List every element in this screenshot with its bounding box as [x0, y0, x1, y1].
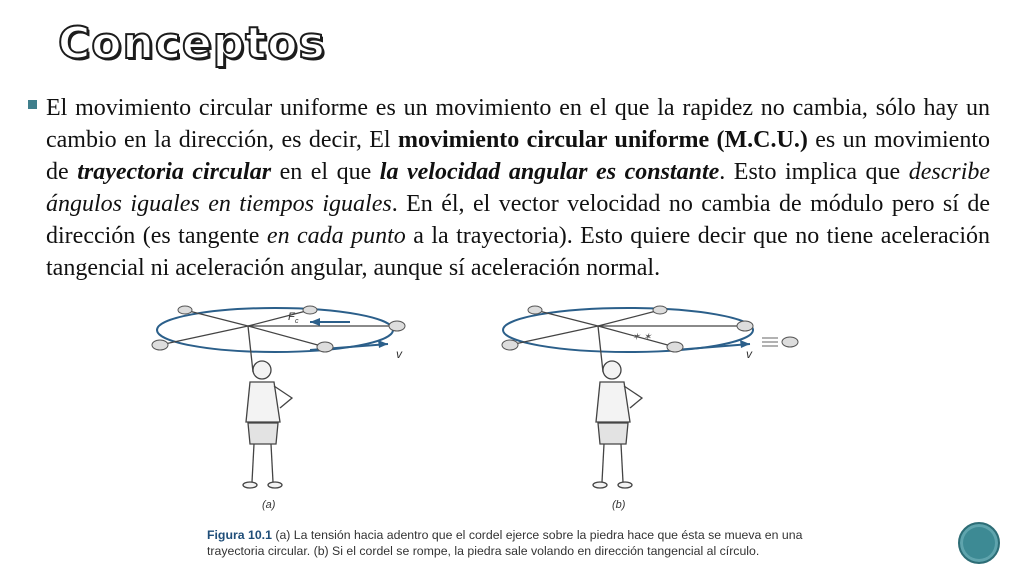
- panel-a: [152, 306, 405, 511]
- velocity-label-b: v: [746, 347, 752, 361]
- stone: [737, 321, 753, 331]
- stone: [667, 342, 683, 352]
- text-run-italic: describe ángulos iguales en tiempos iguales: [46, 159, 991, 217]
- text-run-bold-italic: trayectoria circular: [77, 159, 272, 185]
- slide-title: Conceptos: [58, 18, 326, 69]
- text-run: en el que: [271, 159, 380, 185]
- circular-motion-diagram: [150, 282, 830, 517]
- stone: [502, 340, 518, 350]
- bullet-square-icon: [28, 100, 37, 109]
- text-run-bold-italic: la velocidad angular es constante: [379, 159, 720, 185]
- force-label: F: [288, 311, 295, 323]
- velocity-label-a: v: [396, 347, 402, 361]
- stone: [528, 306, 542, 314]
- svg-text:✶ ✶: ✶ ✶: [632, 332, 652, 343]
- person-figure-a: [243, 326, 292, 488]
- stone: [303, 306, 317, 314]
- text-run: a la trayectoria). Esto quiere decir que no tiene aceleración tangencial ni aceleración angular, aunque sí aceleración normal.: [46, 223, 990, 281]
- text-run-bold: movimiento circular uniforme (M.C.U.): [397, 127, 808, 153]
- caption-label: Figura 10.1: [207, 528, 272, 542]
- stone: [389, 321, 405, 331]
- panel-a-label: (a): [262, 499, 276, 511]
- text-run: El movimiento circular uniforme es un movimiento en el que la rapidez no cambia, sólo hay un cambio en la dirección, es decir, El: [46, 95, 990, 153]
- force-subscript: c: [295, 318, 299, 325]
- slide-number-badge: [958, 522, 1000, 564]
- figure-illustration: [150, 282, 830, 517]
- caption-text: (a) La tensión hacia adentro que el cordel ejerce sobre la piedra hace que ésta se mueva en una trayectoria circular. (b) Si el cordel se rompe, la piedra sale volando en dirección tangencial al círculo.: [207, 528, 803, 558]
- text-run: . Esto implica que: [719, 159, 909, 185]
- stone: [178, 306, 192, 314]
- text-run-italic: en cada punto: [266, 223, 406, 249]
- stone: [152, 340, 168, 350]
- orbit-b: [503, 308, 753, 352]
- text-run: es un movimiento de: [46, 127, 990, 185]
- bullet-paragraph: [46, 92, 990, 284]
- person-figure-b: [593, 326, 642, 488]
- figure-caption: [207, 527, 827, 559]
- panel-b-label: (b): [612, 499, 626, 511]
- stone: [653, 306, 667, 314]
- flying-stone: [782, 337, 798, 347]
- text-run: . En él, el vector velocidad no cambia de módulo pero sí de dirección (es tangente: [46, 191, 990, 249]
- stone: [317, 342, 333, 352]
- velocity-arrow-b: [675, 344, 750, 350]
- panel-b: [502, 306, 798, 511]
